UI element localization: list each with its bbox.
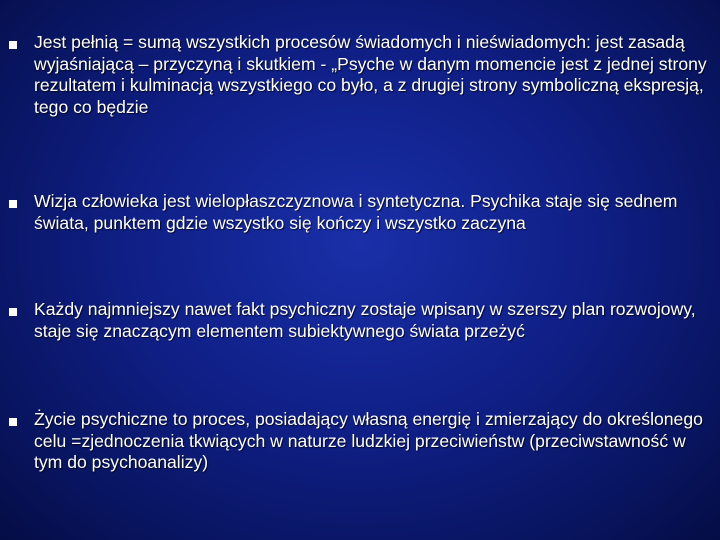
bullet-text-4: Życie psychiczne to proces, posiadający własną energię i zmierzający do określonego celu =zjednoczenia tkwiących w naturze ludzkiej przeciwieństw (przeciwstawność w tym do psychoanalizy) <box>34 409 703 472</box>
bullet-text-2: Wizja człowieka jest wielopłaszczyznowa i syntetyczna. Psychika staje się sednem świata, punktem gdzie wszystko się kończy i wszystko zaczyna <box>34 191 678 233</box>
bullet-text-3: Każdy najmniejszy nawet fakt psychiczny zostaje wpisany w szerszy plan rozwojowy, staje się znaczącym elementem subiektywnego świata przeżyć <box>34 299 696 341</box>
bullet-item-4 <box>8 409 708 474</box>
square-bullet-icon <box>9 41 17 49</box>
square-bullet-icon <box>9 308 17 316</box>
bullet-item-1 <box>8 32 708 118</box>
bullet-item-2 <box>8 191 708 234</box>
square-bullet-icon <box>9 200 17 208</box>
square-bullet-icon <box>9 418 17 426</box>
bullet-text-1: Jest pełnią = sumą wszystkich procesów świadomych i nieświadomych: jest zasadą wyjaśniającą – przyczyną i skutkiem - „Psyche w danym momencie jest z jednej strony rezultatem i kulminacją wszystkiego co było, a z drugiej strony symboliczną ekspresją, tego co będzie <box>34 32 707 117</box>
bullet-item-3 <box>8 299 708 342</box>
